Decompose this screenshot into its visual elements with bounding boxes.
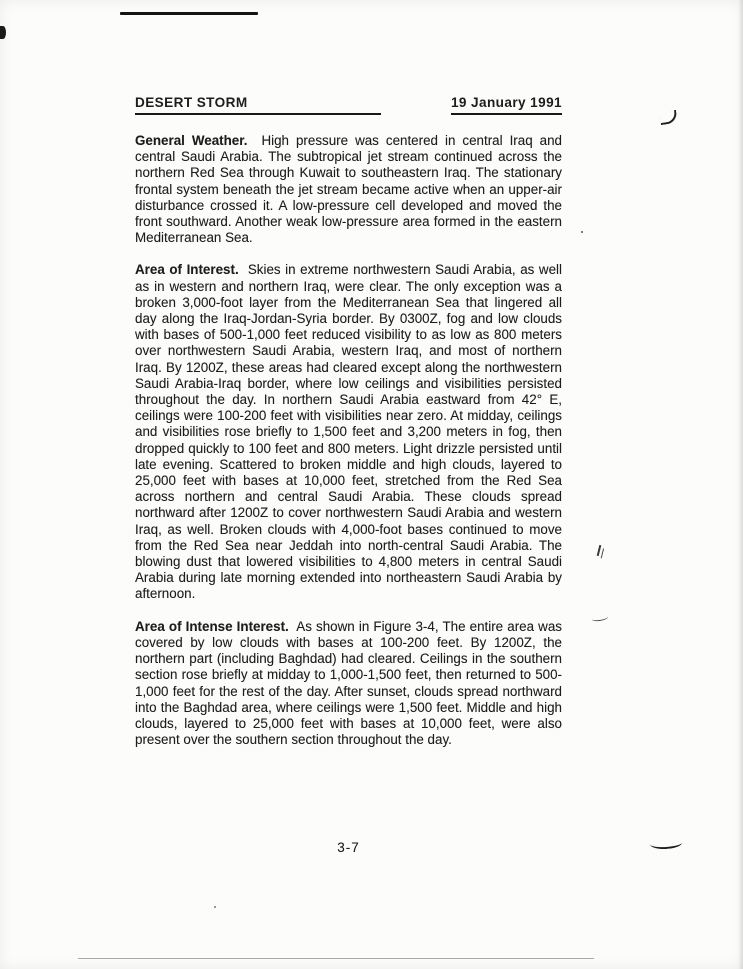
document-title: DESERT STORM [135, 95, 381, 115]
handwritten-squiggle-mark [592, 614, 609, 622]
paragraph-area-of-intense-interest [135, 619, 562, 749]
document-header [135, 95, 562, 115]
paragraph-body: Skies in extreme northwestern Saudi Arabia, as well as in western and northern Iraq, were clear. The only exception was a broken 3,000-foot layer from the Mediterranean Sea that lingered all day along the Iraq-Jordan-Syria border. By 0300Z, fog and low clouds with bases of 500-1,000 feet reduced visibility to as low as 800 meters over northwestern Saudi Arabia, western Iraq, and most of northern Iraq. By 1200Z, these areas had cleared except along the northwestern Saudi Arabia-Iraq border, where low ceilings and visibilities persisted throughout the day. In northern Saudi Arabia eastward from 42° E, ceilings were 100-200 feet with visibilities near zero. At midday, ceilings and visibilities rose briefly to 1,500 feet and 3,200 meters in fog, then dropped quickly to 100 feet and 800 meters. Light drizzle persisted until late evening. Scattered to broken middle and high clouds, layered to 25,000 feet with bases at 10,000 feet, stretched from the Red Sea across northern and central Saudi Arabia. These clouds spread northward after 1200Z to cover northwestern Saudi Arabia and western Iraq, as well. Broken clouds with 4,000-foot bases continued to move from the Red Sea near Jeddah into north-central Saudi Arabia. The blowing dust that lowered visibilities to 4,800 meters in central Saudi Arabia during late morning extended into northeastern Saudi Arabia by afternoon. [135, 262, 562, 602]
paragraph-lead: Area of Interest. [135, 262, 239, 278]
scan-artifact-left-edge-blob [0, 26, 6, 39]
document-body [135, 133, 562, 764]
handwritten-tick-mark [597, 545, 602, 556]
paragraph-area-of-interest [135, 262, 562, 602]
paragraph-lead: Area of Intense Interest. [135, 618, 289, 634]
paragraph-body: High pressure was centered in central Iraq and central Saudi Arabia. The subtropical jet stream continued across the northern Red Sea through Kuwait to southeastern Iraq. The stationary frontal system beneath the jet stream became active when an upper-air disturbance crossed it. A low-pressure cell developed and moved the front southward. Another weak low-pressure area formed in the eastern Mediterranean Sea. [135, 133, 562, 246]
paragraph-general-weather [135, 133, 562, 246]
scan-speckle [214, 906, 216, 908]
handwritten-hook-mark [659, 110, 678, 125]
scan-artifact-bottom-line [78, 958, 594, 959]
scan-edge-shading [738, 0, 743, 969]
document-date: 19 January 1991 [451, 95, 562, 115]
paragraph-body: As shown in Figure 3-4, The entire area was covered by low clouds with bases at 100-200 feet. By 1200Z, the northern part (including Baghdad) had cleared. Ceilings in the southern section rose briefly at midday to 1,000-1,500 feet, then returned to 500-1,000 feet for the rest of the day. After sunset, clouds spread northward into the Baghdad area, where ceilings were 1,500 feet. Middle and high clouds, layered to 25,000 feet with bases at 10,000 feet, were also present over the southern section throughout the day. [135, 618, 562, 748]
scan-speckle [581, 231, 583, 233]
page-number: 3-7 [337, 840, 360, 855]
paragraph-lead: General Weather. [135, 133, 248, 148]
handwritten-curve-mark [650, 837, 683, 851]
scan-artifact-top-line [120, 12, 258, 15]
